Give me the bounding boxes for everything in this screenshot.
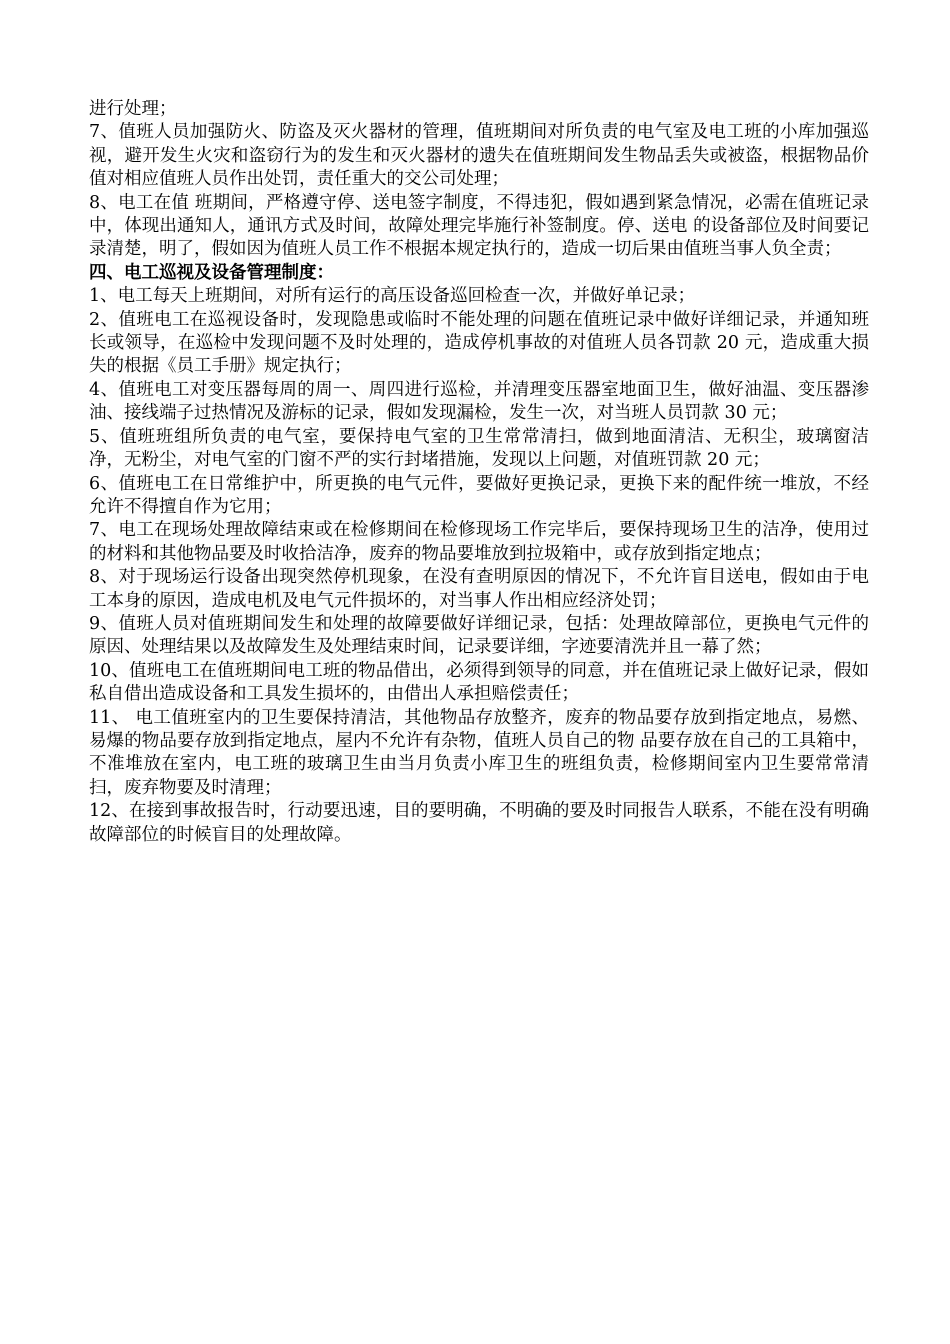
paragraph-item-7-site-cleanup: 7、电工在现场处理故障结束或在检修期间在检修现场工作完毕后，要保持现场卫生的洁净，使用过的材料和其他物品要及时收拾洁净，废弃的物品要堆放到拉圾箱中，或存放到指定地点； xyxy=(89,520,869,564)
paragraph-item-7-fire-safety: 7、值班人员加强防火、防盗及灭火器材的管理，值班期间对所负责的电气室及电工班的小库加强巡视，避开发生火灾和盗窃行为的发生和灭火器材的遗失在值班期间发生物品丢失或被盗，根据物品价值对相应值班人员作出处罚，责任重大的交公司处理； xyxy=(89,122,869,190)
paragraph-item-9-fault-record: 9、值班人员对值班期间发生和处理的故障要做好详细记录，包括：处理故障部位，更换电气元件的原因、处理结果以及故障发生及处理结束时间，记录要详细，字迹要清洗并且一幕了然； xyxy=(89,613,869,658)
paragraph-item-1-daily-inspection: 1、电工每天上班期间，对所有运行的高压设备巡回检查一次，并做好单记录； xyxy=(89,286,696,307)
paragraph-item-8-power-signoff: 8、电工在值 班期间，严格遵守停、送电签字制度，不得违犯，假如遇到紧急情况，必需在值班记录中，体现出通知人，通讯方式及时间，故障处理完毕施行补签制度。停、送电 的设备部位及时间要记录清楚，明了，假如因为值班人员工作不根据本规定执行的，造成一切后果由值班当事人负全责； xyxy=(89,192,869,260)
paragraph-item-6-replacement-record: 6、值班电工在日常维护中，所更换的电气元件，要做好更换记录，更换下来的配件统一堆放，不经允许不得擅自作为它用； xyxy=(89,473,869,517)
paragraph-item-8-shutdown: 8、对于现场运行设备出现突然停机现象，在没有查明原因的情况下，不允许盲目送电，假如由于电工本身的原因，造成电机及电气元件损坏的，对当事人作出相应经济处罚； xyxy=(89,567,869,611)
paragraph-item-2-hazard-report: 2、值班电工在巡视设备时，发现隐患或临时不能处理的问题在值班记录中做好详细记录，并通知班长或领导，在巡检中发现问题不及时处理的，造成停机事故的对值班人员各罚款 20 元，造成重大损失的根据《员工手册》规定执行； xyxy=(89,309,869,377)
paragraph-item-12-accident-report: 12、在接到事故报告时，行动要迅速，目的要明确，不明确的要及时同报告人联系，不能在没有明确故障部位的时候盲目的处理故障。 xyxy=(89,801,869,845)
paragraph-item-10-lending: 10、值班电工在值班期间电工班的物品借出，必须得到领导的同意，并在值班记录上做好记录，假如私自借出造成设备和工具发生损坏的，由借出人承担赔偿责任； xyxy=(89,660,869,705)
paragraph-continuation: 进行处理； xyxy=(89,99,177,119)
document-body xyxy=(89,98,869,847)
paragraph-item-11-duty-room: 11、 电工值班室内的卫生要保持清洁，其他物品存放整齐，废弃的物品要存放到指定地点，易燃、易爆的物品要存放到指定地点，屋内不允许有杂物，值班人员自己的物 品要存放在自己的工具箱中，不准堆放在室内，电工班的玻璃卫生由当月负责小库卫生的班组负责，检修期间室内卫生要常常清扫，废弃物要及时清理； xyxy=(89,707,869,798)
paragraph-item-5-room-cleaning: 5、值班班组所负责的电气室，要保持电气室的卫生常常清扫，做到地面清洁、无积尘，玻璃窗洁净，无粉尘，对电气室的门窗不严的实行封堵措施，发现以上问题，对值班罚款 20 元； xyxy=(89,426,869,471)
section-heading-4: 四、电工巡视及设备管理制度： xyxy=(89,262,334,283)
paragraph-item-4-transformer: 4、值班电工对变压器每周的周一、周四进行巡检，并清理变压器室地面卫生，做好油温、变压器渗油、接线端子过热情况及游标的记录，假如发现漏检，发生一次，对当班人员罚款 30 元； xyxy=(89,379,869,424)
